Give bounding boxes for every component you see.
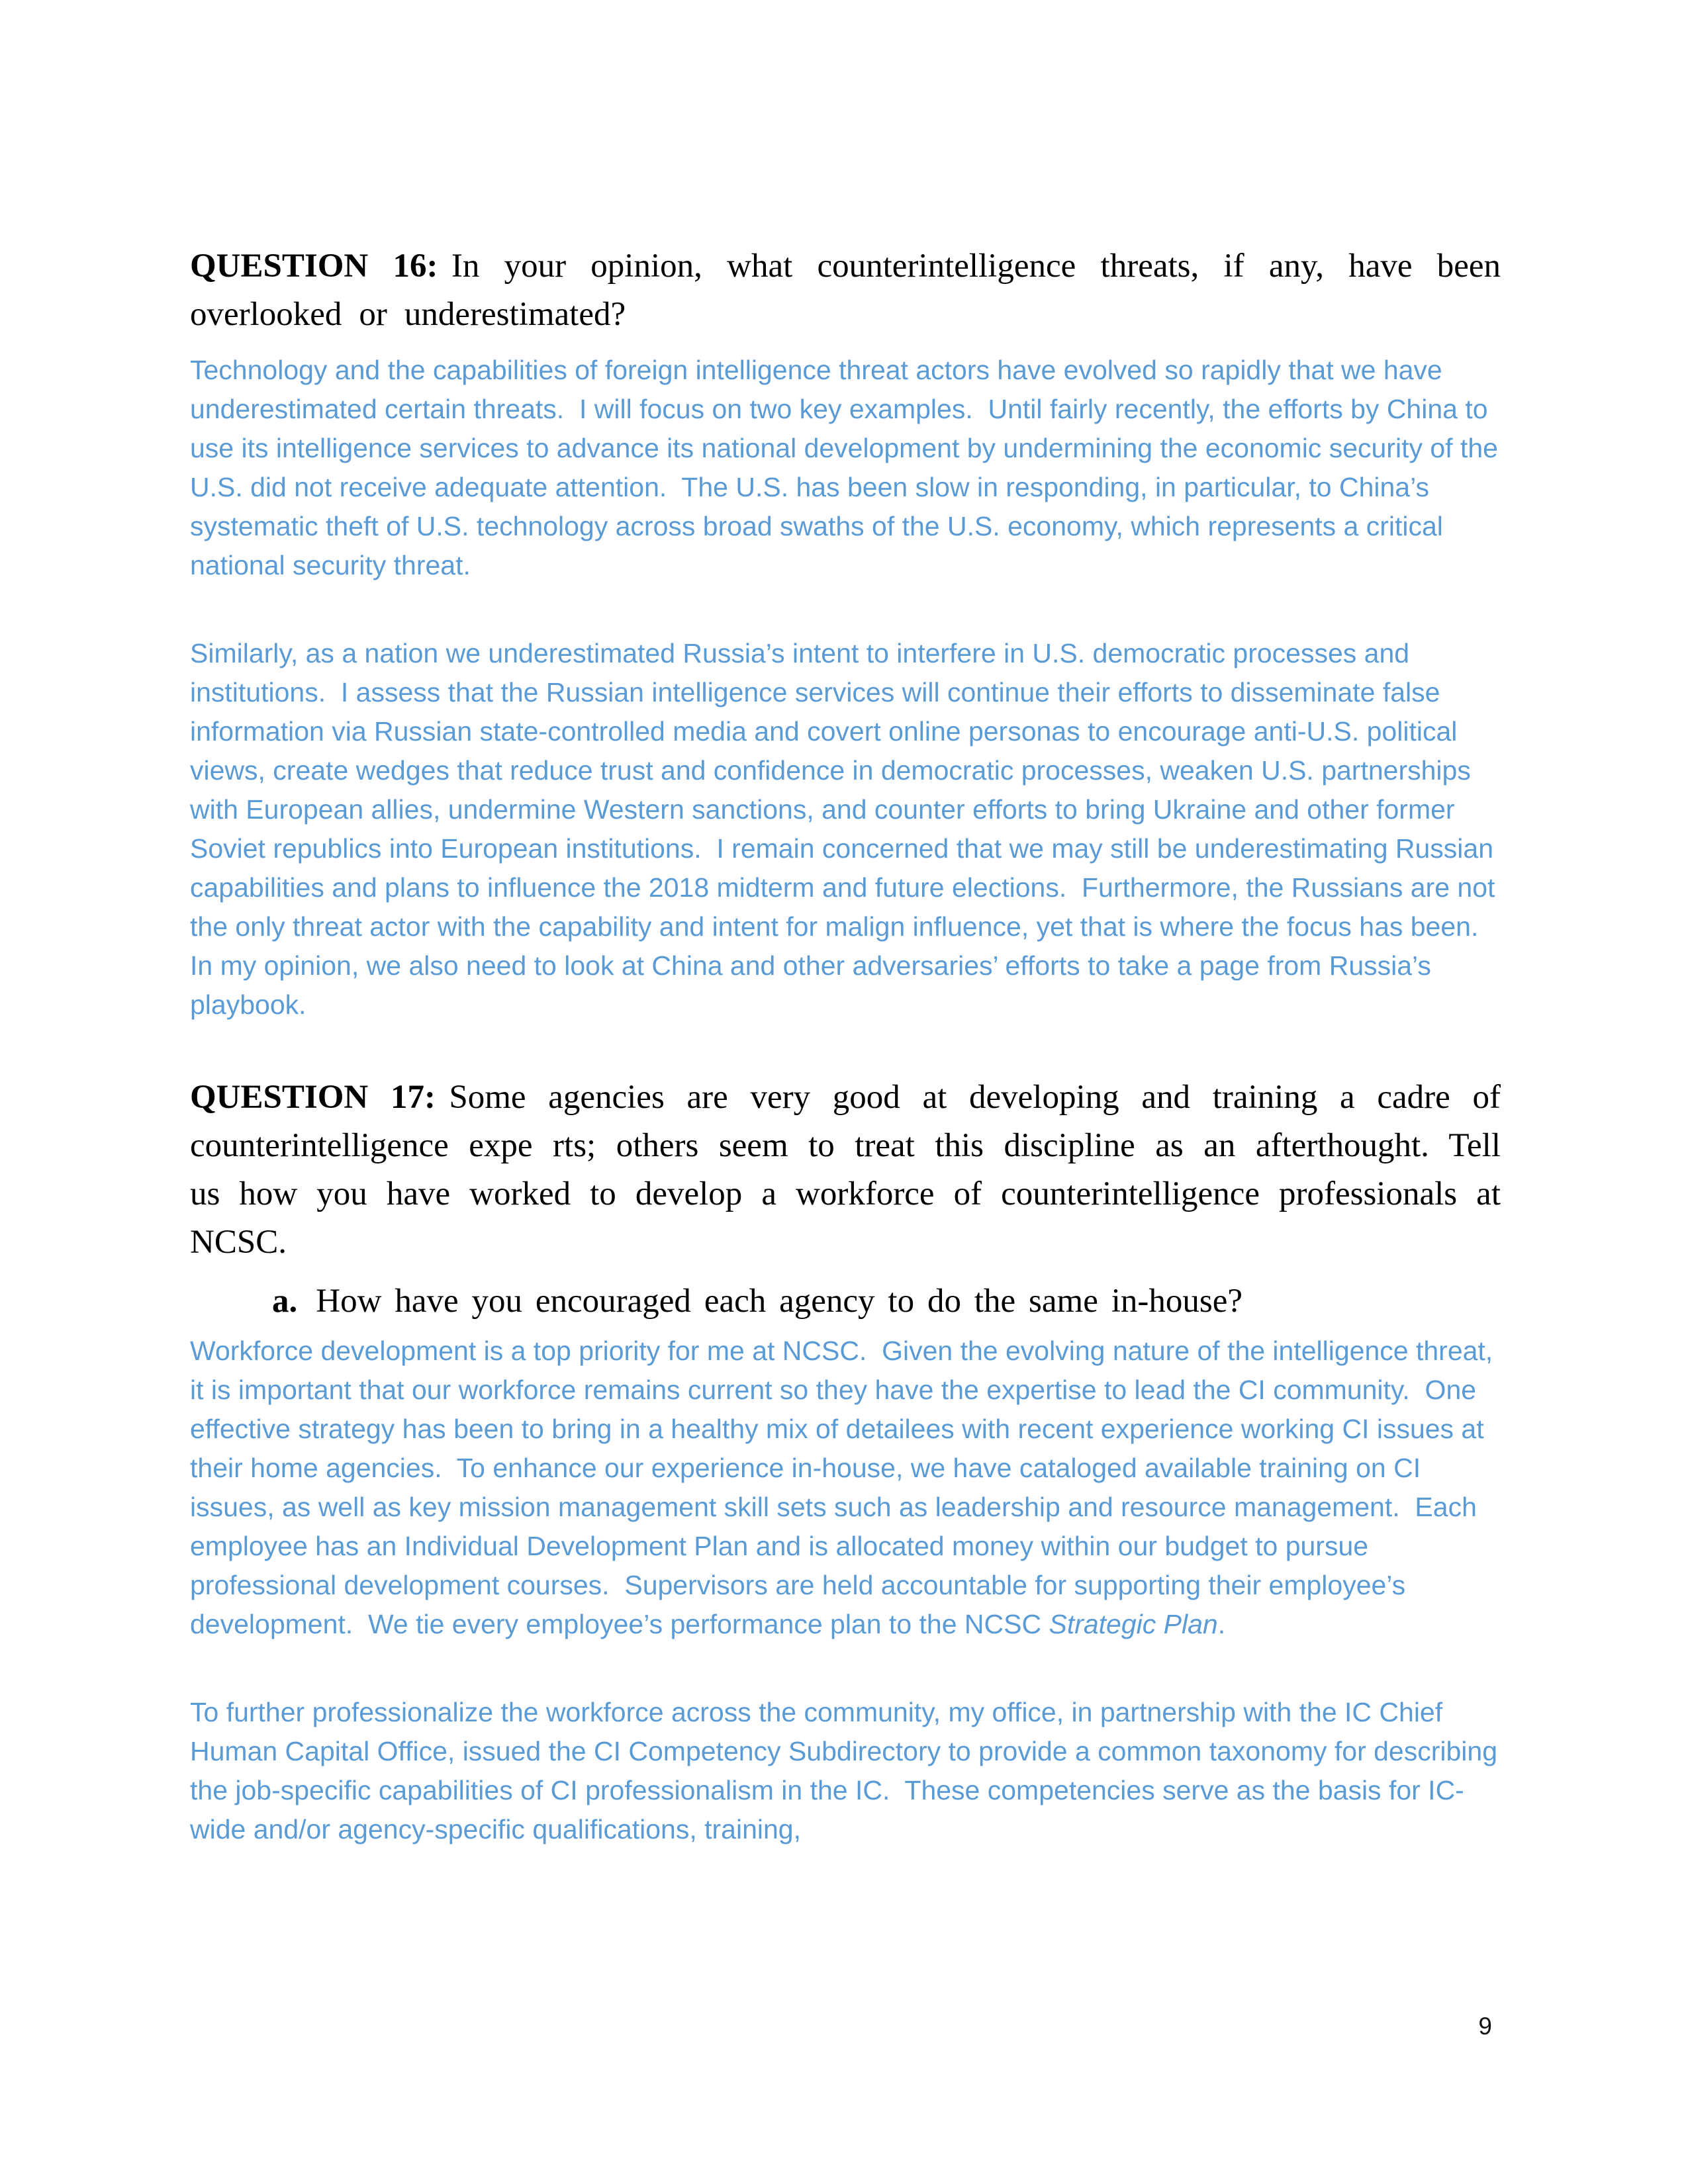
answer-paragraph-q17-1 <box>190 1332 1501 1644</box>
answer-paragraph-q17-2: To further professionalize the workforce across the community, my office, in partnership with the IC Chief Human Capital Office, issued the CI Competency Subdirectory to provide a common taxonomy for describing the job-specific capabilities of CI professionalism in the IC. These competencies serve as the basis for IC-wide and/or agency-specific qualifications, training, <box>190 1697 1505 1844</box>
answer-paragraph-q16-2: Similarly, as a nation we underestimated Russia’s intent to interfere in U.S. democratic processes and institutions. I assess that the Russian intelligence services will continue their efforts to disseminate false information via Russian state-controlled media and covert online personas to encourage anti-U.S. political views, create wedges that reduce trust and confidence in democratic processes, weaken U.S. partnerships with European allies, undermine Western sanctions, and counter efforts to bring Ukraine and other former Soviet republics into European institutions. I remain concerned that we may still be underestimating Russian capabilities and plans to influence the 2018 midterm and future elections. Furthermore, the Russians are not the only threat actor with the capability and intent for malign influence, yet that is where the focus has been. In my opinion, we also need to look at China and other adversaries’ efforts to take a page from Russia’s playbook. <box>190 638 1503 1020</box>
answer-q17-1-period: . <box>1217 1609 1226 1639</box>
answer-q17-1-body: Workforce development is a top priority for me at NCSC. Given the evolving nature of the intelligence threat, it is important that our workforce remains current so they have the expertise to lead the CI community. One effective strategy has been to bring in a healthy mix of detailees with recent experience working CI issues at their home agencies. To enhance our experience in-house, we have cataloged available training on CI issues, as well as key mission management skill sets such as leadership and resource management. Each employee has an Individual Development Plan and is allocated money within our budget to pursue professional development courses. Supervisors are held accountable for supporting their employee’s development. We tie every employee’s performance plan to the NCSC <box>190 1336 1501 1639</box>
question-17-label: QUESTION 17: <box>190 1079 436 1116</box>
answer-q17-1-italic-title: Strategic Plan <box>1049 1609 1218 1639</box>
question-16-section <box>190 242 1506 1024</box>
answer-paragraph-q16-1: Technology and the capabilities of foreign intelligence threat actors have evolved so rapidly that we have underestimated certain threats. I will focus on two key examples. Until fairly recently, the efforts by China to use its intelligence services to advance its national development by undermining the economic security of the U.S. did not receive adequate attention. The U.S. has been slow in responding, in particular, to China’s systematic theft of U.S. technology across broad swaths of the U.S. economy, which represents a critical national security threat. <box>190 355 1506 580</box>
question-16-label: QUESTION 16: <box>190 248 438 285</box>
subitem-a-text: How have you encouraged each agency to do the same in-house? <box>316 1283 1243 1320</box>
question-17-subitem-a <box>190 1280 1501 1322</box>
question-16-heading <box>190 242 1501 339</box>
subitem-a-label: a. <box>272 1283 298 1320</box>
question-17-section <box>190 1073 1505 1849</box>
question-17-heading <box>190 1073 1501 1267</box>
question-17-text: Some agencies are very good at developing and training a cadre of counterintelligence expe rts; others seem to treat this discipline as an afterthought. Tell us how you have worked to develop a workforce of counterintelligence professionals at NCSC. <box>190 1079 1501 1261</box>
page-number: 9 <box>1478 2013 1492 2040</box>
question-16-text: In your opinion, what counterintelligence threats, if any, have been overlooked or underestimated? <box>190 248 1501 333</box>
